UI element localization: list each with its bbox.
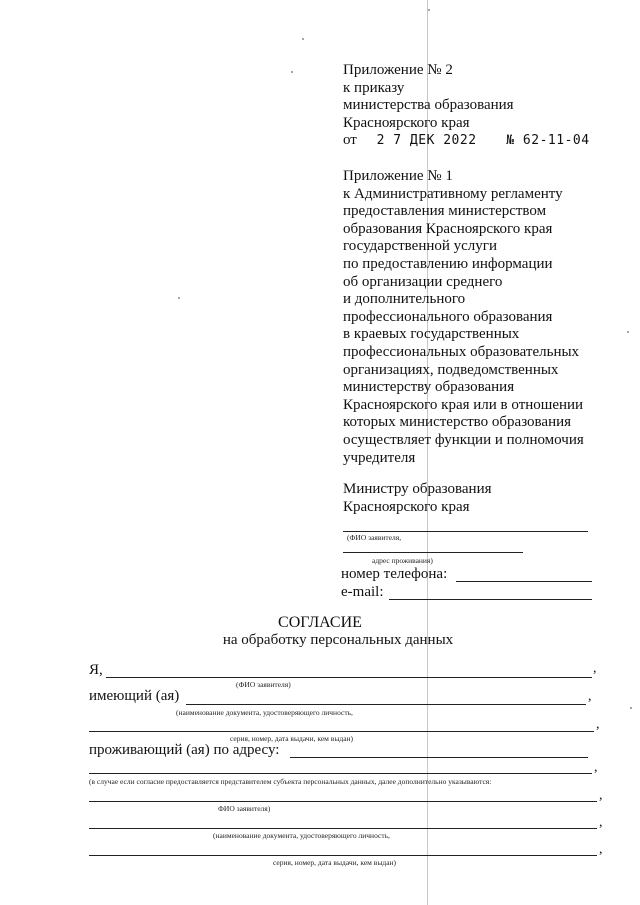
scan-speck: [291, 71, 293, 73]
address-line-2: [89, 773, 592, 774]
appendix-1-line: осуществляет функции и полномочия: [343, 431, 584, 448]
residing-label: проживающий (ая) по адресу:: [89, 742, 280, 758]
consent-subtitle: на обработку персональных данных: [222, 632, 454, 648]
document-line: [186, 704, 586, 705]
comma: ,: [596, 717, 600, 732]
representative-doc-line: [89, 828, 597, 829]
series-caption-1: серия, номер, дата выдачи, кем выдан): [230, 734, 354, 743]
appendix-1-line: профессиональных образовательных: [343, 343, 580, 360]
series-caption-2: серия, номер, дата выдачи, кем выдан): [273, 858, 397, 867]
representative-note: (в случае если согласие предоставляется представителем субъекта персональных данных, далее дополнительно указываются:: [89, 777, 492, 786]
appendix-1-title: Приложение № 1: [343, 168, 453, 184]
fio-caption-1: (ФИО заявителя): [236, 680, 291, 689]
appendix-2-title: Приложение № 2: [343, 62, 453, 78]
phone-field-line: [456, 581, 592, 582]
appendix-1-line: в краевых государственных: [343, 326, 520, 343]
doc-caption-2: (наименование документа, удостоверяющего личность,: [213, 831, 390, 840]
having-label: имеющий (ая): [89, 688, 180, 704]
order-date-row: [343, 132, 623, 150]
comma: ,: [599, 842, 603, 857]
appendix-1-line: организациях, подведомственных: [343, 361, 559, 378]
addressee-block: [343, 481, 623, 516]
address-field-line: [343, 552, 523, 553]
appendix-1-line: об организации среднего: [343, 273, 503, 290]
scan-speck: [302, 38, 304, 40]
fio-field-line: [343, 531, 588, 532]
appendix-2-line: к приказу: [343, 79, 405, 96]
addressee-line: Красноярского края: [343, 498, 470, 515]
appendix-1-line: профессионального образования: [343, 308, 553, 325]
consent-title: СОГЛАСИЕ: [278, 614, 362, 631]
comma: ,: [594, 760, 598, 775]
appendix-1-line: учредителя: [343, 449, 416, 466]
ya-label: Я,: [89, 662, 103, 678]
order-number: № 62-11-04: [506, 133, 590, 149]
doc-caption-1: (наименование документа, удостоверяющего личность,: [176, 708, 353, 717]
appendix-2-line: министерства образования: [343, 97, 514, 114]
appendix-1-line: государственной услуги: [343, 238, 497, 255]
appendix-1-line: по предоставлению информации: [343, 255, 553, 272]
appendix-1-line: Красноярского края или в отношении: [343, 396, 584, 413]
order-date: 2 7 ДЕК 2022: [376, 133, 477, 149]
scan-speck: [178, 297, 180, 299]
fio-caption: (ФИО заявителя,: [347, 533, 402, 542]
addressee-line: Министру образования: [343, 481, 492, 497]
appendix-1-line: и дополнительного: [343, 291, 466, 308]
email-label: e-mail:: [341, 584, 384, 600]
scan-speck: [630, 707, 632, 709]
appendix-2-header: [343, 62, 623, 150]
comma: ,: [599, 788, 603, 803]
appendix-2-line: Красноярского края: [343, 114, 470, 131]
comma: ,: [599, 815, 603, 830]
scan-speck: [627, 331, 629, 333]
appendix-1-line: предоставления министерством: [343, 203, 547, 220]
appendix-1-line: к Административному регламенту: [343, 185, 563, 202]
fio-caption-2: ФИО заявителя): [218, 804, 271, 813]
appendix-1-line: образования Красноярского края: [343, 220, 553, 237]
phone-label: номер телефона:: [341, 566, 448, 582]
scan-speck: [428, 9, 430, 11]
comma: ,: [588, 689, 592, 704]
fio-line: [106, 677, 592, 678]
representative-series-line: [89, 855, 597, 856]
appendix-1-header: [343, 168, 623, 467]
address-caption: адрес проживания): [372, 556, 433, 565]
email-field-line: [389, 599, 592, 600]
representative-fio-line: [89, 801, 597, 802]
address-line: [290, 757, 588, 758]
comma: ,: [593, 661, 597, 676]
appendix-1-line: министерству образования: [343, 379, 515, 396]
order-date-prefix: от: [343, 132, 357, 149]
appendix-1-line: которых министерство образования: [343, 414, 572, 431]
series-line: [89, 731, 594, 732]
